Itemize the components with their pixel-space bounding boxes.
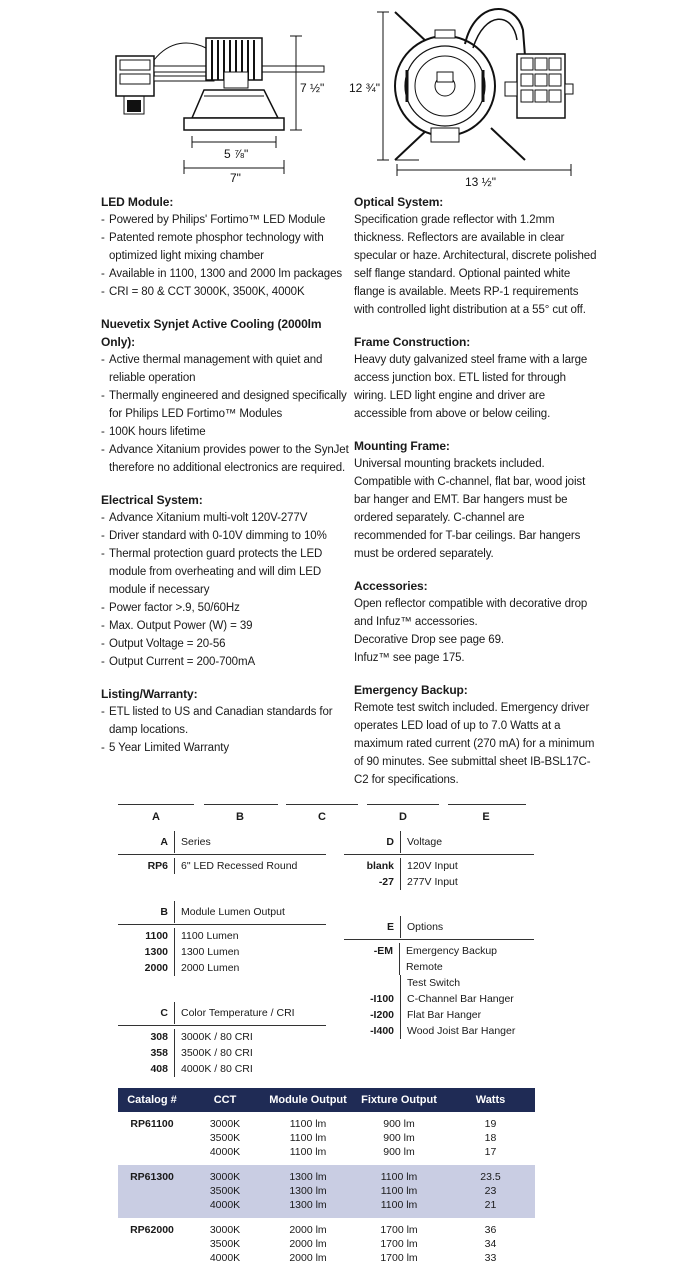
option-row xyxy=(118,944,326,960)
catalog-number: RP61100 xyxy=(130,1118,174,1130)
cct-cell: 4000K xyxy=(209,1199,241,1211)
bullet-item: - Active thermal management with quiet and reliable operation xyxy=(101,351,351,387)
catalog-header-row xyxy=(118,1088,535,1112)
option-row xyxy=(118,858,326,874)
spec-section xyxy=(101,491,351,671)
code-letter: E xyxy=(482,811,490,823)
watts-cell: 23.5 xyxy=(480,1171,501,1183)
bullet-item: - Max. Output Power (W) = 39 xyxy=(101,617,351,635)
section-text: Specification grade reflector with 1.2mm thickness. Reflectors are available in clear specular or haze. Architectural, discrete polished self flange standard. Optional painted white flange is available. Meets RP-1 requirements with controlled light distribution at a 55° cut off. xyxy=(354,214,597,316)
watts-cell: 17 xyxy=(484,1146,497,1158)
spec-section xyxy=(354,577,599,667)
option-rule xyxy=(344,854,534,855)
option-key: A xyxy=(160,836,168,848)
watts-cell-column xyxy=(446,1117,535,1159)
bullet-item: - Advance Xitanium provides power to the SynJet therefore no additional electronics are required. xyxy=(101,441,351,477)
dim-outer-width-label: 7" xyxy=(230,171,241,185)
code-letter: B xyxy=(236,811,244,823)
trim-flange xyxy=(184,118,284,130)
cct-cell: 3500K xyxy=(209,1238,241,1250)
fixture-output-cell: 1700 lm xyxy=(380,1224,418,1236)
watts-cell: 34 xyxy=(484,1238,497,1250)
section-text: Heavy duty galvanized steel frame with a large access junction box. ETL listed for through wiring. LED light engine and driver are accessible from above or below ceiling. xyxy=(354,354,588,420)
section-line: Open reflector compatible with decorative drop and Infuz™ accessories. xyxy=(354,598,588,628)
option-desc: Emergency Backup Remote xyxy=(399,943,534,975)
dim-right-height-label: 12 ¾" xyxy=(349,81,380,95)
option-code: -I200 xyxy=(370,1009,394,1021)
watts-cell: 23 xyxy=(484,1185,497,1197)
module-output-cell: 2000 lm xyxy=(289,1252,327,1264)
option-row xyxy=(344,943,534,975)
option-rule xyxy=(344,939,534,940)
col-header: Module Output xyxy=(269,1094,347,1106)
option-row xyxy=(344,858,534,874)
option-row xyxy=(344,1007,534,1023)
option-key: E xyxy=(386,921,394,933)
spec-section xyxy=(354,333,599,423)
options-table xyxy=(344,915,534,1039)
voltage-table xyxy=(344,830,534,890)
option-code: 1300 xyxy=(144,946,168,958)
fixture-output-cell: 1100 lm xyxy=(380,1199,418,1211)
option-code: 2000 xyxy=(144,962,168,974)
dim-inner-width-label: 5 ⅞" xyxy=(224,147,249,161)
module-output-cell: 1100 lm xyxy=(289,1132,327,1144)
spec-section xyxy=(354,681,599,789)
option-label: Series xyxy=(174,831,211,853)
top-view-drawing xyxy=(345,0,605,190)
bullet-list xyxy=(101,351,351,477)
spec-right-column xyxy=(354,193,599,803)
cct-cell: 3000K xyxy=(209,1118,241,1130)
option-row xyxy=(344,874,534,890)
code-blank-b xyxy=(204,804,278,805)
lumen-table xyxy=(118,900,326,976)
section-line: Decorative Drop see page 69. xyxy=(354,634,504,646)
option-row xyxy=(344,1023,534,1039)
col-header: Fixture Output xyxy=(361,1094,437,1106)
option-code: -EM xyxy=(373,945,393,957)
fixture-output-cell: 1100 lm xyxy=(380,1171,418,1183)
spec-section xyxy=(101,193,351,301)
bullet-item: - Output Current = 200-700mA xyxy=(101,653,351,671)
option-key: B xyxy=(160,906,168,918)
section-text: Remote test switch included. Emergency driver operates LED load of up to 7.0 Watts at a maximum rated current (270 mA) for a minimum of 90 minutes. See submittal sheet IB-BSL17C-C2 for specifications. xyxy=(354,702,595,786)
cct-cell: 4000K xyxy=(209,1146,241,1158)
option-table-header xyxy=(344,915,534,939)
watts-cell-column xyxy=(446,1223,535,1265)
option-desc: Wood Joist Bar Hanger xyxy=(400,1023,515,1039)
option-table-header xyxy=(118,900,326,924)
bullet-list xyxy=(101,211,351,301)
bullet-item: - Output Voltage = 20-56 xyxy=(101,635,351,653)
catalog-number: RP62000 xyxy=(130,1224,174,1236)
option-row xyxy=(344,975,534,991)
option-desc: 120V Input xyxy=(400,858,458,874)
reflector xyxy=(192,90,278,118)
series-table xyxy=(118,830,326,874)
fixture-output-cell-column xyxy=(352,1170,446,1212)
option-key: C xyxy=(160,1007,168,1019)
spec-section xyxy=(354,437,599,563)
option-desc: C-Channel Bar Hanger xyxy=(400,991,514,1007)
module-output-cell-column xyxy=(264,1117,352,1159)
catalog-row-group xyxy=(118,1165,535,1218)
option-row xyxy=(344,991,534,1007)
watts-cell: 33 xyxy=(484,1252,497,1264)
dim-height-label: 7 ½" xyxy=(300,81,325,95)
fixture-output-cell: 900 lm xyxy=(383,1118,415,1130)
section-heading: Mounting Frame: xyxy=(354,439,450,453)
cct-cell-column xyxy=(186,1170,264,1212)
section-heading: LED Module: xyxy=(101,195,174,209)
section-heading: Electrical System: xyxy=(101,493,203,507)
bullet-item: - Patented remote phosphor technology with optimized light mixing chamber xyxy=(101,229,351,265)
section-line: Infuz™ see page 175. xyxy=(354,652,465,664)
option-rule xyxy=(118,924,326,925)
code-blank-e xyxy=(448,804,526,805)
watts-cell: 21 xyxy=(484,1199,497,1211)
option-table-header xyxy=(344,830,534,854)
module-output-cell: 1300 lm xyxy=(289,1199,327,1211)
option-row xyxy=(118,1061,326,1077)
option-desc: 2000 Lumen xyxy=(174,960,239,976)
col-header: Catalog # xyxy=(127,1094,177,1106)
catalog-table xyxy=(118,1088,535,1271)
col-header: Watts xyxy=(475,1094,506,1106)
section-heading: Emergency Backup: xyxy=(354,683,468,697)
option-label: Voltage xyxy=(400,831,442,853)
cct-cell: 3500K xyxy=(209,1185,241,1197)
option-desc: 3500K / 80 CRI xyxy=(174,1045,253,1061)
code-letter: C xyxy=(318,811,326,823)
option-code: RP6 xyxy=(147,860,168,872)
bullet-item: - Powered by Philips' Fortimo™ LED Module xyxy=(101,211,351,229)
watts-cell: 36 xyxy=(484,1224,497,1236)
bullet-item: - Available in 1100, 1300 and 2000 lm packages xyxy=(101,265,351,283)
fixture-output-cell-column xyxy=(352,1117,446,1159)
option-row xyxy=(118,1045,326,1061)
option-code: 408 xyxy=(150,1063,168,1075)
option-key: D xyxy=(386,836,394,848)
option-table-header xyxy=(118,830,326,854)
cct-cell: 4000K xyxy=(209,1252,241,1264)
option-label: Options xyxy=(400,916,443,938)
fixture-output-cell: 1100 lm xyxy=(380,1185,418,1197)
option-code xyxy=(344,975,400,991)
fixture-output-cell: 1700 lm xyxy=(380,1252,418,1264)
module-output-cell-column xyxy=(264,1170,352,1212)
option-label: Color Temperature / CRI xyxy=(174,1002,295,1024)
bullet-item: - Driver standard with 0-10V dimming to 10% xyxy=(101,527,351,545)
bullet-item: - Thermal protection guard protects the LED module from overheating and will dim LED module if necessary xyxy=(101,545,351,599)
option-desc: 3000K / 80 CRI xyxy=(174,1029,253,1045)
option-table-header xyxy=(118,1001,326,1025)
section-heading: Nuevetix Synjet Active Cooling (2000lm Only): xyxy=(101,317,322,349)
module-output-cell-column xyxy=(264,1223,352,1265)
cct-cell: 3500K xyxy=(209,1132,241,1144)
color-table xyxy=(118,1001,326,1077)
junction-box xyxy=(116,56,154,96)
col-header: CCT xyxy=(213,1094,237,1106)
option-code: -I100 xyxy=(370,993,394,1005)
catalog-row-group xyxy=(118,1112,535,1165)
code-blank-d xyxy=(367,804,439,805)
fixture-output-cell: 1700 lm xyxy=(380,1238,418,1250)
option-code: blank xyxy=(366,860,394,872)
bullet-list xyxy=(101,509,351,671)
code-letter: D xyxy=(399,811,407,823)
option-rule xyxy=(118,854,326,855)
option-desc: 1100 Lumen xyxy=(174,928,239,944)
spec-section xyxy=(101,685,351,757)
watts-cell: 18 xyxy=(484,1132,497,1144)
fixture-output-cell: 900 lm xyxy=(383,1146,415,1158)
option-row xyxy=(118,960,326,976)
section-heading: Accessories: xyxy=(354,579,428,593)
bullet-item: - 100K hours lifetime xyxy=(101,423,351,441)
option-rule xyxy=(118,1025,326,1026)
module-output-cell: 2000 lm xyxy=(289,1224,327,1236)
option-code: 358 xyxy=(150,1047,168,1059)
option-code: -27 xyxy=(378,876,394,888)
cct-cell: 3000K xyxy=(209,1171,241,1183)
fixture-output-cell: 900 lm xyxy=(383,1132,415,1144)
option-code: -I400 xyxy=(370,1025,394,1037)
option-code: 1100 xyxy=(145,930,168,942)
spec-section xyxy=(354,193,599,319)
option-label: Module Lumen Output xyxy=(174,901,285,923)
cct-cell-column xyxy=(186,1117,264,1159)
bullet-item: - Advance Xitanium multi-volt 120V-277V xyxy=(101,509,351,527)
bullet-list xyxy=(101,703,351,757)
catalog-row-group xyxy=(118,1218,535,1271)
bullet-item: - Thermally engineered and designed specifically for Philips LED Fortimo™ Modules xyxy=(101,387,351,423)
spec-left-column xyxy=(101,193,351,771)
watts-cell-column xyxy=(446,1170,535,1212)
bullet-item: - CRI = 80 & CCT 3000K, 3500K, 4000K xyxy=(101,283,351,301)
code-letter: A xyxy=(152,811,160,823)
bullet-item: - 5 Year Limited Warranty xyxy=(101,739,351,757)
cct-cell-column xyxy=(186,1223,264,1265)
section-text: Universal mounting brackets included. Compatible with C-channel, flat bar, wood joist bar hanger and EMT. Bar hangers must be ordered separately. C-channel are recommended for T-bar ceilings. Bar hangers must be ordered separately. xyxy=(354,458,586,560)
option-desc: 4000K / 80 CRI xyxy=(174,1061,253,1077)
option-desc: Test Switch xyxy=(400,975,460,991)
module-output-cell: 1100 lm xyxy=(289,1146,327,1158)
fixture-output-cell-column xyxy=(352,1223,446,1265)
catalog-number: RP61300 xyxy=(130,1171,174,1183)
bullet-item: - ETL listed to US and Canadian standards for damp locations. xyxy=(101,703,351,739)
dim-right-width-label: 13 ½" xyxy=(465,175,496,189)
section-heading: Listing/Warranty: xyxy=(101,687,198,701)
option-desc: Flat Bar Hanger xyxy=(400,1007,481,1023)
option-desc: 6" LED Recessed Round xyxy=(174,858,297,874)
section-heading: Frame Construction: xyxy=(354,335,471,349)
module-output-cell: 2000 lm xyxy=(289,1238,327,1250)
option-row xyxy=(118,1029,326,1045)
option-row xyxy=(118,928,326,944)
module-output-cell: 1300 lm xyxy=(289,1171,327,1183)
option-desc: 277V Input xyxy=(400,874,458,890)
spec-section xyxy=(101,315,351,477)
watts-cell: 19 xyxy=(484,1118,497,1130)
bullet-item: - Power factor >.9, 50/60Hz xyxy=(101,599,351,617)
module-output-cell: 1100 lm xyxy=(289,1118,327,1130)
option-desc: 1300 Lumen xyxy=(174,944,239,960)
code-blank-a xyxy=(118,804,194,805)
module-output-cell: 1300 lm xyxy=(289,1185,327,1197)
option-code: 308 xyxy=(150,1031,168,1043)
cct-cell: 3000K xyxy=(209,1224,241,1236)
section-heading: Optical System: xyxy=(354,195,444,209)
code-blank-c xyxy=(286,804,358,805)
